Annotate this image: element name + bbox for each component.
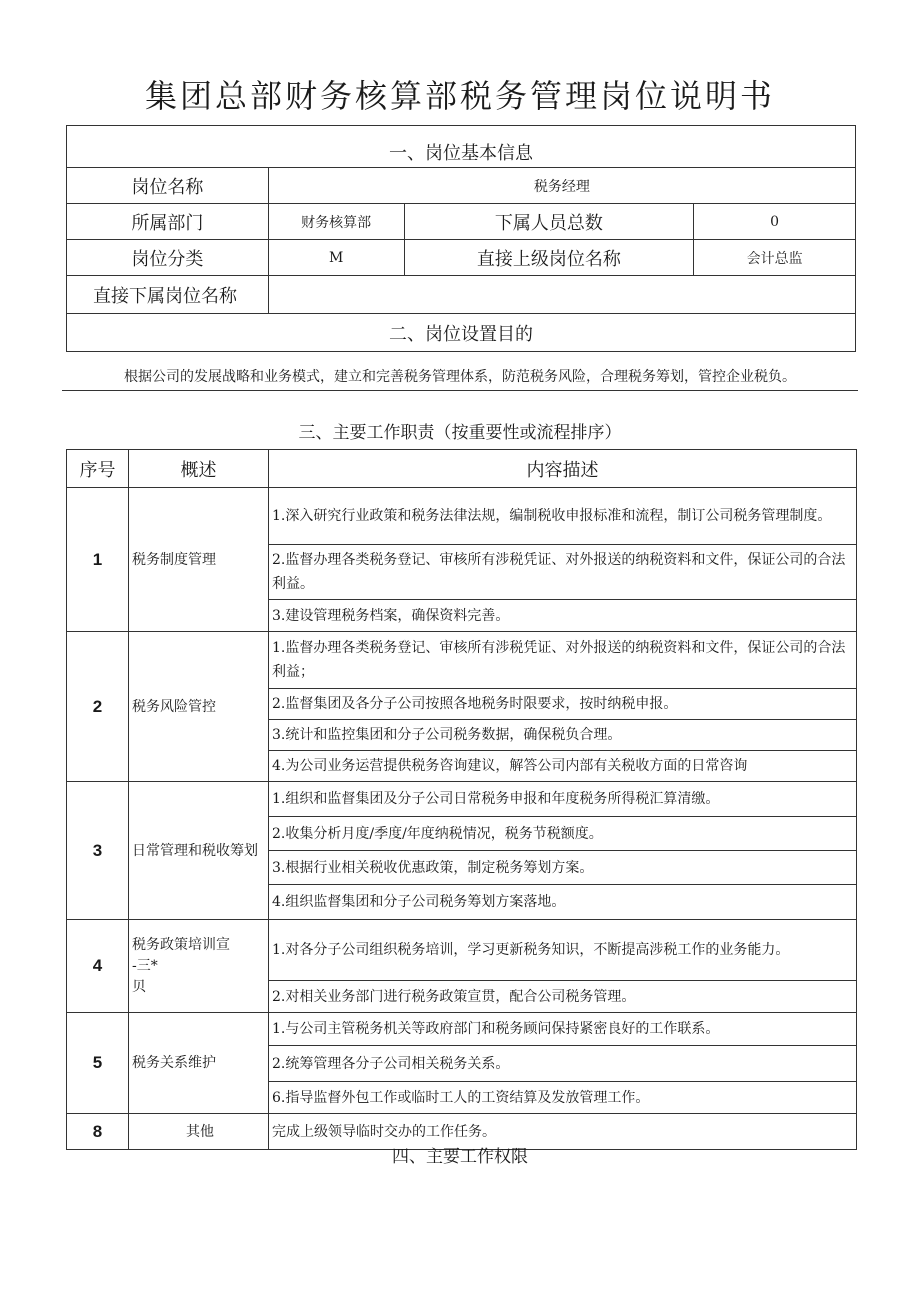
duty-item: 2.统筹管理各分子公司相关税务关系。 (269, 1046, 857, 1082)
row-number: 1 (67, 488, 129, 632)
superior-label: 直接上级岗位名称 (404, 240, 694, 276)
row-number: 5 (67, 1013, 129, 1114)
duty-item: 4.为公司业务运营提供税务咨询建议，解答公司内部有关税收方面的日常咨询 (269, 751, 857, 782)
category-value: M (268, 240, 404, 276)
category-line: -三* (132, 957, 158, 974)
subordinates-value: 0 (694, 204, 856, 240)
row-category (129, 920, 269, 1013)
duties-table (66, 449, 857, 1150)
row-category: 税务风险管控 (129, 632, 269, 782)
duty-item: 完成上级领导临时交办的工作任务。 (269, 1114, 857, 1150)
row-number: 2 (67, 632, 129, 782)
row-number: 4 (67, 920, 129, 1013)
row-category: 税务制度管理 (129, 488, 269, 632)
department-value: 财务核算部 (268, 204, 404, 240)
duty-item: 3.建设管理税务档案，确保资料完善。 (269, 600, 857, 632)
section2-heading: 二、岗位设置目的 (67, 314, 856, 352)
duty-item: 1.监督办理各类税务登记、审核所有涉税凭证、对外报送的纳税资料和文件，保证公司的合法利益； (269, 632, 857, 689)
category-line: 税务政策培训宣 (132, 936, 230, 953)
department-label: 所属部门 (67, 204, 269, 240)
category-line: 贝 (132, 978, 146, 995)
direct-sub-value (268, 276, 855, 314)
duty-item: 2.监督办理各类税务登记、审核所有涉税凭证、对外报送的纳税资料和文件，保证公司的合法利益。 (269, 545, 857, 600)
duty-item: 3.根据行业相关税收优惠政策，制定税务筹划方案。 (269, 851, 857, 885)
header-description: 内容描述 (269, 450, 857, 488)
duty-item: 2.监督集团及各分子公司按照各地税务时限要求，按时纳税申报。 (269, 689, 857, 720)
duty-item: 1.对各分子公司组织税务培训，学习更新税务知识，不断提高涉税工作的业务能力。 (269, 920, 857, 981)
row-category: 日常管理和税收筹划 (129, 782, 269, 920)
header-summary: 概述 (129, 450, 269, 488)
duty-item: 4.组织监督集团和分子公司税务筹划方案落地。 (269, 885, 857, 920)
header-num: 序号 (67, 450, 129, 488)
category-label: 岗位分类 (67, 240, 269, 276)
row-number: 8 (67, 1114, 129, 1150)
row-category: 其他 (129, 1114, 269, 1150)
duty-item: 2.对相关业务部门进行税务政策宣贯，配合公司税务管理。 (269, 981, 857, 1013)
section3-heading: 三、主要工作职责（按重要性或流程排序） (298, 423, 622, 443)
section1-heading: 一、岗位基本信息 (67, 126, 856, 168)
page-title: 集团总部财务核算部税务管理岗位说明书 (144, 77, 775, 115)
superior-value: 会计总监 (694, 240, 856, 276)
row-category: 税务关系维护 (129, 1013, 269, 1114)
position-name-label: 岗位名称 (67, 168, 269, 204)
duty-item: 1.与公司主管税务机关等政府部门和税务顾问保持紧密良好的工作联系。 (269, 1013, 857, 1046)
duty-item: 1.组织和监督集团及分子公司日常税务申报和年度税务所得税汇算清缴。 (269, 782, 857, 817)
subordinates-label: 下属人员总数 (404, 204, 694, 240)
duty-item: 1.深入研究行业政策和税务法律法规，编制税收申报标准和流程，制订公司税务管理制度。 (269, 488, 857, 545)
position-name-value: 税务经理 (268, 168, 855, 204)
duty-item: 6.指导监督外包工作或临时工人的工资结算及发放管理工作。 (269, 1082, 857, 1114)
section4-heading: 四、主要工作权限 (392, 1147, 528, 1167)
purpose-text: 根据公司的发展战略和业务模式，建立和完善税务管理体系，防范税务风险，合理税务筹划，管控企业税负。 (62, 364, 858, 391)
basic-info-table (66, 125, 856, 352)
duty-item: 2.收集分析月度/季度/年度纳税情况，税务节税额度。 (269, 817, 857, 851)
duty-item: 3.统计和监控集团和分子公司税务数据，确保税负合理。 (269, 720, 857, 751)
direct-sub-label: 直接下属岗位名称 (67, 276, 269, 314)
row-number: 3 (67, 782, 129, 920)
